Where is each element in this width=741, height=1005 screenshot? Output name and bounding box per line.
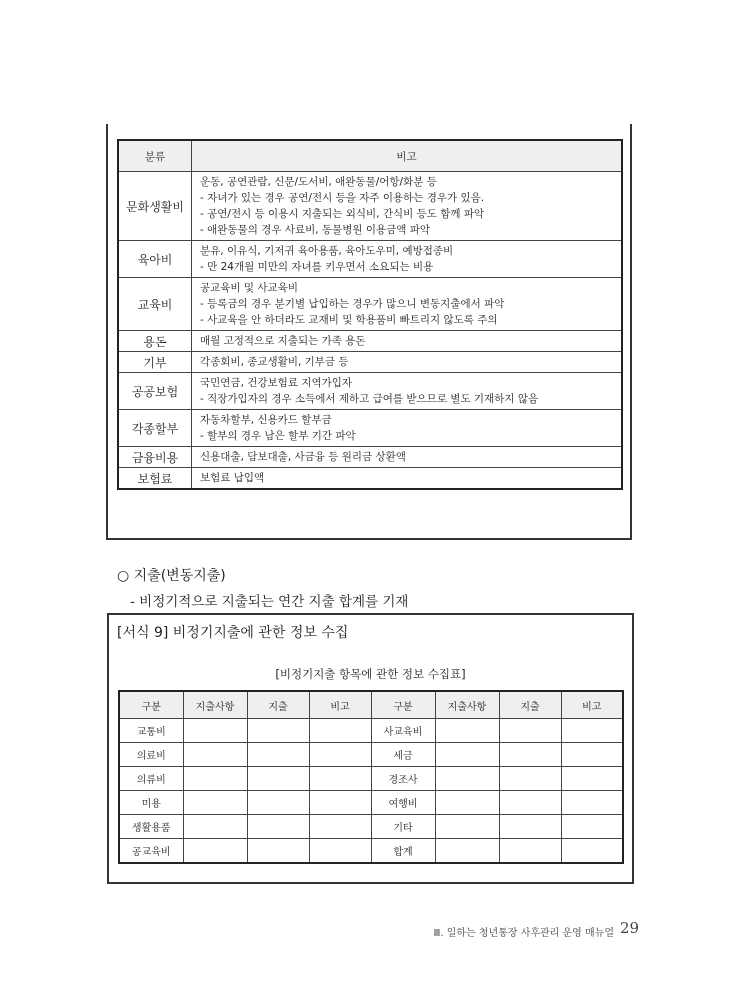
note-line: - 자녀가 있는 경우 공연/전시 등을 자주 이용하는 경우가 있음.	[200, 192, 485, 204]
row-note	[192, 331, 623, 352]
form-item-right: 세금	[371, 743, 435, 767]
form-empty-cell	[309, 839, 371, 864]
form-header-cell: 구분	[119, 691, 183, 719]
form-row	[119, 719, 623, 743]
form-header-cell: 지출	[499, 691, 561, 719]
form-header-cell: 지출사항	[435, 691, 499, 719]
header-note: 비고	[192, 140, 623, 172]
header-category: 분류	[118, 140, 192, 172]
form-empty-cell	[247, 743, 309, 767]
form-empty-cell	[183, 815, 247, 839]
footer-text: Ⅲ. 일하는 청년통장 사후관리 운영 매뉴얼	[433, 928, 614, 939]
form-empty-cell	[435, 719, 499, 743]
note-line: 보험료 납입액	[200, 472, 265, 484]
form-item-right: 사교육비	[371, 719, 435, 743]
form-item-left: 생활용품	[119, 815, 183, 839]
form-empty-cell	[247, 719, 309, 743]
form-row	[119, 791, 623, 815]
form-empty-cell	[247, 767, 309, 791]
form-empty-cell	[247, 839, 309, 864]
table-row	[118, 172, 622, 241]
row-note	[192, 241, 623, 278]
form-item-left: 미용	[119, 791, 183, 815]
form-empty-cell	[309, 767, 371, 791]
row-category: 용돈	[118, 331, 192, 352]
table-row	[118, 410, 622, 447]
form-item-left: 의류비	[119, 767, 183, 791]
form-header-cell: 구분	[371, 691, 435, 719]
note-line: - 할부의 경우 남은 할부 기간 파악	[200, 430, 356, 442]
form-empty-cell	[561, 839, 623, 864]
form-item-right: 합계	[371, 839, 435, 864]
form-item-left: 의료비	[119, 743, 183, 767]
form-empty-cell	[183, 839, 247, 864]
row-category: 기부	[118, 352, 192, 373]
form-item-right: 여행비	[371, 791, 435, 815]
expense-category-table	[117, 139, 623, 490]
form-empty-cell	[499, 743, 561, 767]
row-category: 교육비	[118, 278, 192, 331]
form-empty-cell	[183, 767, 247, 791]
form-empty-cell	[247, 815, 309, 839]
row-category: 금융비용	[118, 447, 192, 468]
form-empty-cell	[499, 839, 561, 864]
row-category: 육아비	[118, 241, 192, 278]
form-empty-cell	[561, 815, 623, 839]
form-header-cell: 지출사항	[183, 691, 247, 719]
row-note	[192, 410, 623, 447]
section-heading: ○ 지출(변동지출)	[117, 568, 226, 584]
note-line: 자동차할부, 신용카드 할부금	[200, 414, 332, 426]
form-header-cell: 비고	[309, 691, 371, 719]
form-title: [서식 9] 비정기지출에 관한 정보 수집	[117, 625, 349, 641]
note-line: 각종회비, 종교생활비, 기부금 등	[200, 356, 349, 368]
page-number: 29	[620, 919, 640, 937]
form-empty-cell	[309, 719, 371, 743]
form-empty-cell	[435, 791, 499, 815]
form-empty-cell	[561, 743, 623, 767]
row-note	[192, 172, 623, 241]
table-row	[118, 447, 622, 468]
row-note	[192, 278, 623, 331]
row-note	[192, 352, 623, 373]
table-row	[118, 278, 622, 331]
form-item-left: 공교육비	[119, 839, 183, 864]
form-empty-cell	[309, 791, 371, 815]
form-empty-cell	[561, 791, 623, 815]
table-row	[118, 373, 622, 410]
note-line: - 공연/전시 등 이용시 지출되는 외식비, 간식비 등도 함께 파악	[200, 208, 485, 220]
form-empty-cell	[309, 815, 371, 839]
row-note	[192, 373, 623, 410]
note-line: - 만 24개월 미만의 자녀를 키우면서 소요되는 비용	[200, 261, 434, 273]
note-line: 운동, 공연관람, 신문/도서비, 애완동물/어항/화분 등	[200, 176, 437, 188]
note-line: 공교육비 및 사교육비	[200, 282, 298, 294]
row-note	[192, 468, 623, 490]
form-row	[119, 815, 623, 839]
form-empty-cell	[183, 719, 247, 743]
form-row	[119, 767, 623, 791]
form-item-right: 경조사	[371, 767, 435, 791]
form-header-row	[119, 691, 623, 719]
form-empty-cell	[435, 839, 499, 864]
form-header-cell: 지출	[247, 691, 309, 719]
table-body	[118, 172, 622, 490]
section-subtext: - 비정기적으로 지출되는 연간 지출 합계를 기재	[130, 594, 409, 610]
note-line: 국민연금, 건강보험료 지역가입자	[200, 377, 353, 389]
form-empty-cell	[499, 767, 561, 791]
table-row	[118, 352, 622, 373]
form-row	[119, 839, 623, 864]
row-category: 보험료	[118, 468, 192, 490]
note-line: 신용대출, 담보대출, 사금융 등 원리금 상환액	[200, 451, 406, 463]
form-empty-cell	[183, 791, 247, 815]
table-row	[118, 468, 622, 490]
irregular-expense-table	[118, 690, 624, 864]
form-empty-cell	[435, 743, 499, 767]
note-line: 매월 고정적으로 지출되는 가족 용돈	[200, 335, 366, 347]
row-category: 문화생활비	[118, 172, 192, 241]
form-body	[119, 719, 623, 864]
form-empty-cell	[561, 719, 623, 743]
form-empty-cell	[435, 815, 499, 839]
form-item-right: 기타	[371, 815, 435, 839]
note-line: - 등록금의 경우 분기별 납입하는 경우가 많으니 변동지출에서 파악	[200, 298, 505, 310]
row-category: 공공보험	[118, 373, 192, 410]
form-row	[119, 743, 623, 767]
table-row	[118, 331, 622, 352]
note-line: - 직장가입자의 경우 소득에서 제하고 급여를 받으므로 별도 기재하지 않음	[200, 393, 539, 405]
form-empty-cell	[309, 743, 371, 767]
form-empty-cell	[561, 767, 623, 791]
note-line: - 사교육을 안 하더라도 교재비 및 학용품비 빠트리지 않도록 주의	[200, 314, 498, 326]
form-empty-cell	[183, 743, 247, 767]
row-note	[192, 447, 623, 468]
form-header-cell: 비고	[561, 691, 623, 719]
form-empty-cell	[499, 815, 561, 839]
form-item-left: 교통비	[119, 719, 183, 743]
form-empty-cell	[499, 791, 561, 815]
form-caption: [비정기지출 항목에 관한 정보 수집표]	[275, 667, 466, 681]
form-empty-cell	[435, 767, 499, 791]
table-row	[118, 241, 622, 278]
form-empty-cell	[247, 791, 309, 815]
table-header-row	[118, 140, 622, 172]
form-empty-cell	[499, 719, 561, 743]
note-line: - 애완동물의 경우 사료비, 동물병원 이용금액 파악	[200, 224, 431, 236]
note-line: 분유, 이유식, 기저귀 육아용품, 육아도우미, 예방접종비	[200, 245, 454, 257]
row-category: 각종할부	[118, 410, 192, 447]
